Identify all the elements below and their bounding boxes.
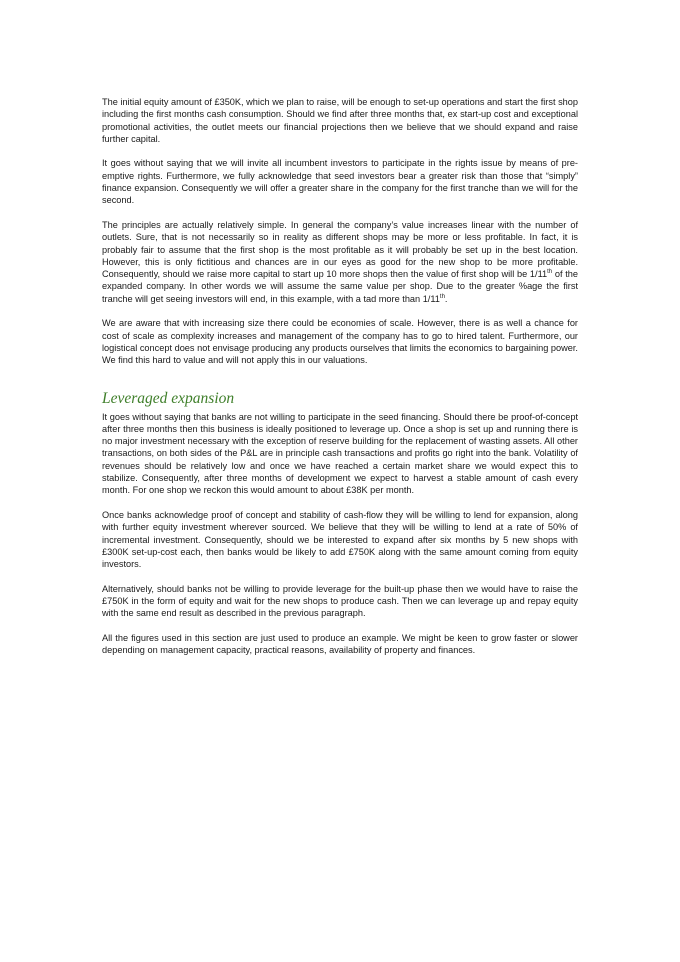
superscript-th-2: th bbox=[439, 293, 445, 300]
superscript-th-1: th bbox=[547, 269, 553, 276]
paragraph-economies-of-scale: We are aware that with increasing size there could be economies of scale. However, there is as well a chance for cost of scale as complexity increases and management of the company has to go to hired talent. Furthermore, our logistical concept does not envisage producing any products ourselves that limits the economics to bargaining power. We find this hard to value and will not apply this in our valuations. bbox=[102, 318, 578, 366]
paragraph-alternative-equity: Alternatively, should banks not be willing to provide leverage for the built-up phase then we would have to raise the £750K in the form of equity and wait for the new shops to produce cash. Then we can leverage up and repay equity with the same end result as described in the previous paragraph. bbox=[102, 583, 578, 619]
paragraph-initial-equity: The initial equity amount of £350K, which we plan to raise, will be enough to set-up operations and start the first shop including the first months cash consumption. Should we find after three months that, ex start-up cost and exceptional promotional activities, the outlet meets our financial projections then we believe that we should expand and raise further capital. bbox=[102, 97, 578, 144]
valuation-text-a: The principles are actually relatively simple. In general the company’s value increases linear with the number of outlets. Sure, that is not necessarily so in reality as different shops may be more or less profitable. In fact, it is probably fair to assume that the first shop is the most profitable as it will probably be set up in the best location. However, this is only fictitious and chances are in our eyes as good for the new shop to be more profitable. Consequently, should we raise more capital to start up 10 more shops then the value of first shop will be 1/11 bbox=[102, 219, 578, 280]
document-page bbox=[102, 96, 578, 669]
paragraph-figures-disclaimer: All the figures used in this section are just used to produce an example. We might be keen to grow faster or slower depending on management capacity, practical reasons, availability of property and finances. bbox=[102, 632, 578, 656]
paragraph-proof-of-concept: Once banks acknowledge proof of concept and stability of cash-flow they will be willing to lend for expansion, along with further equity investment wherever sourced. We believe that they will be willing to lend at a rate of 50% of incremental investment. Consequently, should we be interested to expand after six months by 5 new shops with £300K set-up-cost each, then banks would be likely to add £750K along with the same amount coming from equity investors. bbox=[102, 509, 578, 570]
paragraph-bank-financing: It goes without saying that banks are not willing to participate in the seed financing. Should there be proof-of-concept after three months then this business is ideally positioned to leverage up. Once a shop is set up and running there is no major investment necessary with the exception of reserve building for the replacement of wasting assets. All other transactions, on both sides of the P&L are in principle cash transactions and profits go right into the bank. Volatility of revenues should be relatively low and once we have reached a certain market share we would expect this to stabilize. Consequently, after three months of development we expect to harvest a stable amount of cash every month. For one shop we reckon this would amount to about £38K per month. bbox=[102, 411, 578, 496]
section-heading-leveraged-expansion: Leveraged expansion bbox=[102, 389, 235, 407]
paragraph-rights-issue: It goes without saying that we will invite all incumbent investors to participate in the rights issue by means of pre-emptive rights. Furthermore, we fully acknowledge that seed investors bear a greater risk than those that “simply” finance expansion. Consequently we will offer a greater share in the company for the first tranche than we will for the second. bbox=[102, 158, 578, 206]
valuation-text-c: . bbox=[444, 293, 448, 304]
paragraph-valuation-principles bbox=[102, 219, 578, 305]
valuation-text-b: of the expanded company. In other words we will assume the same value per shop. Due to the greater %age the first tranche will get seeing investors will end, in this example, with a tad more than 1/11 bbox=[102, 269, 578, 304]
